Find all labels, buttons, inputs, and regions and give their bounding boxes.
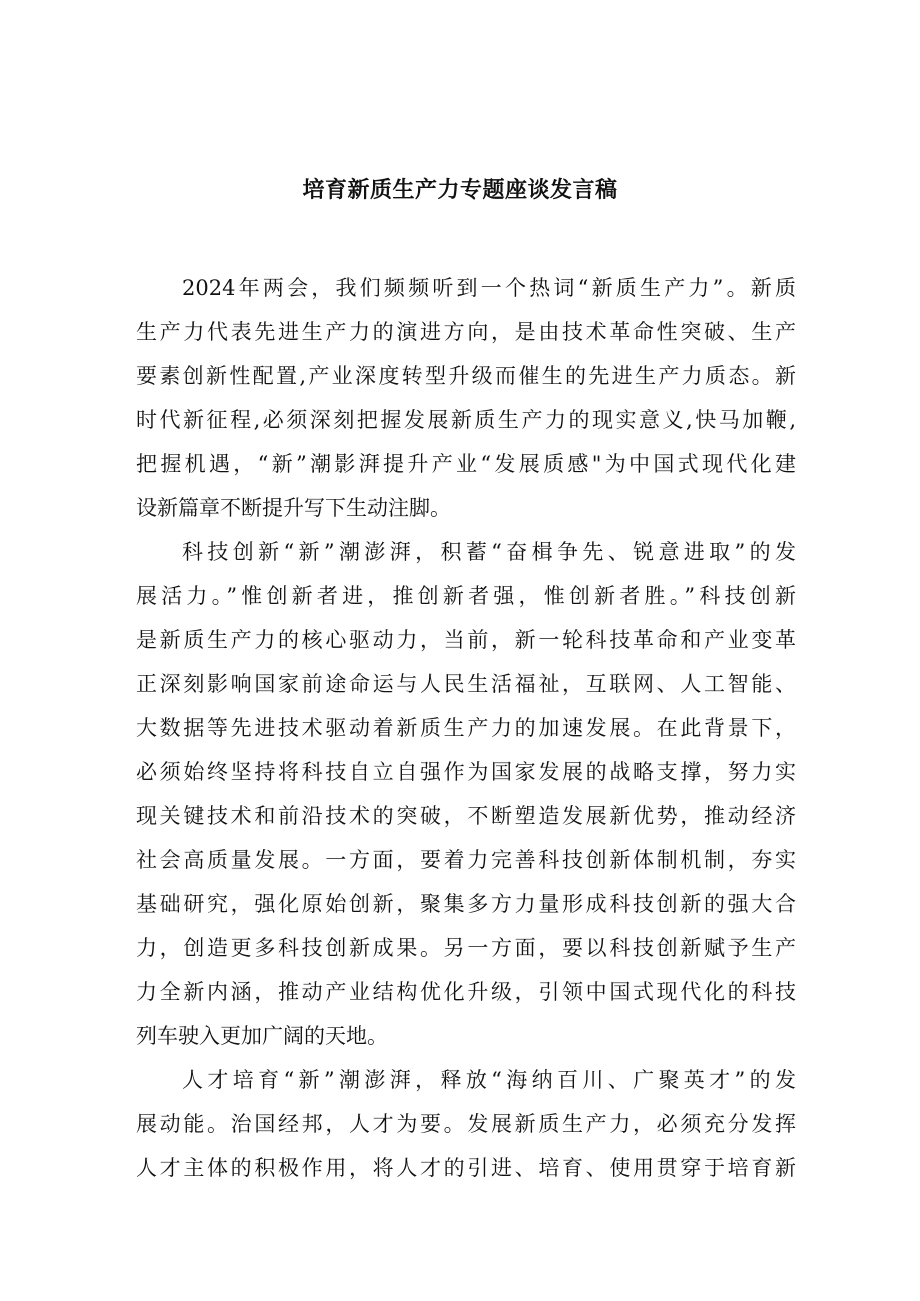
text-line: 人才培育“新”潮澎湃，释放“海纳百川、广聚英才”的发 — [182, 1068, 796, 1092]
text-line: 列车驶入更加广阔的天地。 — [136, 1024, 388, 1048]
text-line: 设新篇章不断提升写下生动注脚。 — [136, 496, 451, 520]
text-line: 现关键技术和前沿技术的突破，不断塑造发展新优势，推动经济 — [136, 804, 796, 828]
text-line: 科技创新“新”潮澎湃，积蓄“奋楫争先、锐意进取”的发 — [182, 540, 796, 564]
text-line: 要素创新性配置,产业深度转型升级而催生的先进生产力质态。新 — [136, 364, 796, 388]
text-line: 正深刻影响国家前途命运与人民生活福祉，互联网、人工智能、 — [136, 672, 796, 696]
document-title: 培育新质生产力专题座谈发言稿 — [302, 178, 618, 203]
text-line: 把握机遇，“新”潮影湃提升产业“发展质感"为中国式现代化建 — [136, 452, 796, 476]
paragraph — [136, 266, 796, 530]
text-line: 展动能。治国经邦，人才为要。发展新质生产力，必须充分发挥 — [136, 1112, 796, 1136]
text-line: 大数据等先进技术驱动着新质生产力的加速发展。在此背景下， — [136, 716, 796, 740]
text-line: 2024年两会，我们频频听到一个热词“新质生产力”。新质 — [182, 276, 796, 300]
document-body — [136, 266, 796, 1190]
text-line: 力全新内涵，推动产业结构优化升级，引领中国式现代化的科技 — [136, 980, 796, 1004]
text-line: 社会高质量发展。一方面，要着力完善科技创新体制机制，夯实 — [136, 848, 796, 872]
text-line: 是新质生产力的核心驱动力，当前，新一轮科技革命和产业变革 — [136, 628, 796, 652]
text-line: 必须始终坚持将科技自立自强作为国家发展的战略支撑，努力实 — [136, 760, 796, 784]
text-line: 生产力代表先进生产力的演进方向，是由技术革命性突破、生产 — [136, 320, 796, 344]
text-line: 展活力。”惟创新者进，推创新者强，惟创新者胜。”科技创新 — [136, 584, 796, 608]
text-line: 人才主体的积极作用，将人才的引进、培育、使用贯穿于培育新 — [136, 1156, 796, 1180]
paragraph — [136, 1058, 796, 1190]
paragraph — [136, 530, 796, 1058]
text-line: 时代新征程,必须深刻把握发展新质生产力的现实意义,快马加鞭, — [136, 408, 796, 432]
text-line: 力，创造更多科技创新成果。另一方面，要以科技创新赋予生产 — [136, 936, 796, 960]
text-line: 基础研究，强化原始创新，聚集多方力量形成科技创新的强大合 — [136, 892, 796, 916]
